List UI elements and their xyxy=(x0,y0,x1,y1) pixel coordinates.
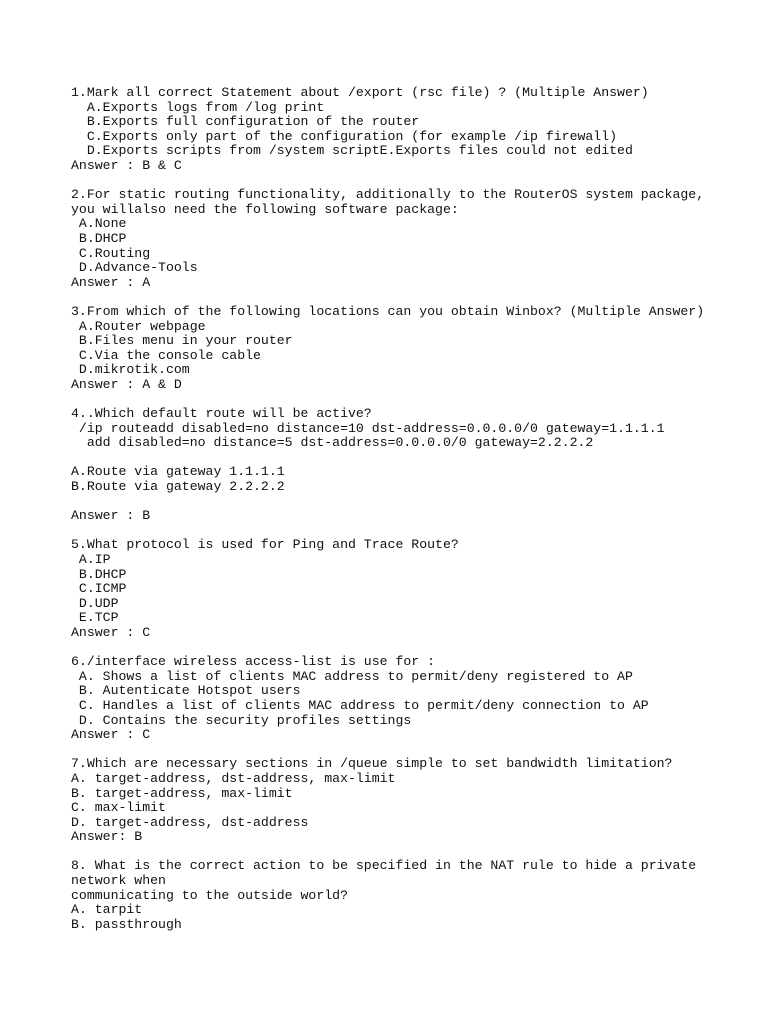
text-line: Answer : C xyxy=(71,624,151,640)
text-line: 4..Which default route will be active? xyxy=(71,406,372,422)
text-line: C.ICMP xyxy=(71,581,127,597)
text-line: add disabled=no distance=5 dst-address=0.0.0.0/0 gateway=2.2.2.2 xyxy=(71,435,594,451)
text-line: D.Exports scripts from /system scriptE.Exports files could not edited xyxy=(71,143,633,159)
blank-line xyxy=(71,451,751,466)
text-line: A. Shows a list of clients MAC address to permit/deny registered to AP xyxy=(71,668,633,684)
text-line: D. target-address, dst-address xyxy=(71,814,309,830)
text-line: D.mikrotik.com xyxy=(71,362,190,378)
text-line: D.Advance-Tools xyxy=(71,260,198,276)
text-line: A.IP xyxy=(71,552,111,567)
text-line: 3.From which of the following locations can you obtain Winbox? (Multiple Answer) xyxy=(71,303,705,319)
text-line: communicating to the outside world? xyxy=(71,887,348,903)
text-line: Answer : B & C xyxy=(71,157,182,173)
blank-line xyxy=(71,392,751,407)
text-line: B. Autenticate Hotspot users xyxy=(71,683,301,699)
text-line: E.TCP xyxy=(71,610,119,626)
text-line: Answer : B xyxy=(71,508,151,524)
text-line: B.DHCP xyxy=(71,230,127,246)
text-line: C.Routing xyxy=(71,245,151,261)
text-line: A.Route via gateway 1.1.1.1 xyxy=(71,464,285,480)
blank-line xyxy=(71,174,751,189)
text-line: B.Exports full configuration of the router xyxy=(71,114,420,130)
text-line: B.Files menu in your router xyxy=(71,333,293,349)
text-line: 8. What is the correct action to be specified in the NAT rule to hide a private xyxy=(71,858,697,874)
text-line: 1.Mark all correct Statement about /export (rsc file) ? (Multiple Answer) xyxy=(71,85,649,100)
blank-line xyxy=(71,641,751,656)
text-line: Answer: B xyxy=(71,829,143,845)
text-line: B.Route via gateway 2.2.2.2 xyxy=(71,479,285,495)
text-line: D. Contains the security profiles settings xyxy=(71,712,412,728)
blank-line xyxy=(71,743,751,758)
text-line: 2.For static routing functionality, additionally to the RouterOS system package, xyxy=(71,187,705,203)
blank-line xyxy=(71,845,751,860)
text-line: C.Via the console cable xyxy=(71,347,261,363)
text-line: Answer : C xyxy=(71,727,151,743)
text-line: A.Router webpage xyxy=(71,318,206,334)
text-line: B.DHCP xyxy=(71,566,127,582)
text-line: network when xyxy=(71,873,166,889)
text-line: Answer : A xyxy=(71,274,151,290)
text-line: C.Exports only part of the configuration (for example /ip firewall) xyxy=(71,128,618,144)
blank-line xyxy=(71,495,751,510)
text-line: 6./interface wireless access-list is use for : xyxy=(71,654,436,670)
text-line: B. passthrough xyxy=(71,916,182,932)
text-line: A. target-address, dst-address, max-limit xyxy=(71,770,396,786)
text-line: /ip routeadd disabled=no distance=10 dst-address=0.0.0.0/0 gateway=1.1.1.1 xyxy=(71,420,665,436)
blank-line xyxy=(71,290,751,305)
text-line: 5.What protocol is used for Ping and Trace Route? xyxy=(71,537,459,553)
text-line: D.UDP xyxy=(71,595,119,611)
document-body xyxy=(71,86,751,932)
text-line: C. max-limit xyxy=(71,800,166,816)
text-line: 7.Which are necessary sections in /queue simple to set bandwidth limitation? xyxy=(71,756,673,772)
text-line: B. target-address, max-limit xyxy=(71,785,293,801)
blank-line xyxy=(71,524,751,539)
text-line: A. tarpit xyxy=(71,902,143,918)
text-line: Answer : A & D xyxy=(71,376,182,392)
text-line: C. Handles a list of clients MAC address to permit/deny connection to AP xyxy=(71,697,649,713)
text-line: A.Exports logs from /log print xyxy=(71,99,325,115)
text-line: you willalso need the following software package: xyxy=(71,201,459,217)
text-line: A.None xyxy=(71,216,127,232)
